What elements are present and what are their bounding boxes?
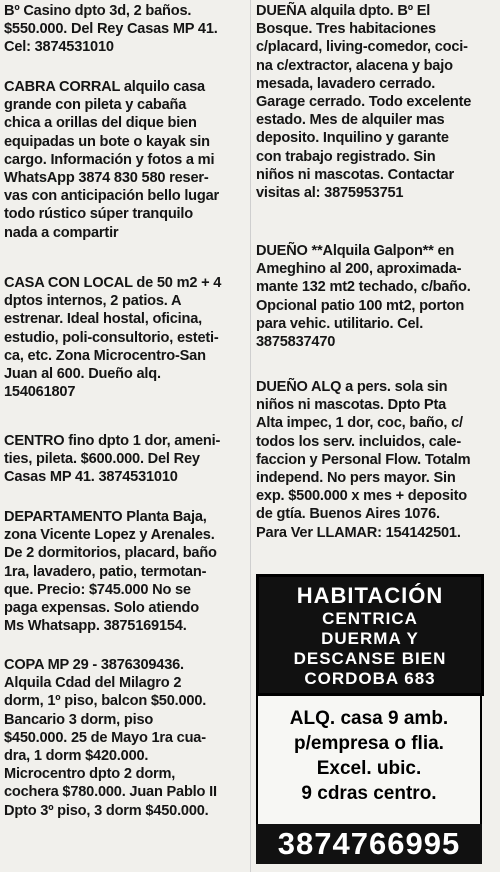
ad-line: Garage cerrado. Todo excelente: [256, 94, 472, 111]
box-line: DUERMA Y: [321, 629, 419, 648]
ad-copa: [4, 656, 246, 820]
ad-line: chica a orillas del dique bien: [4, 115, 197, 132]
ad-line: independ. No pers mayor. Sin: [256, 470, 456, 487]
ad-line: c/placard, living-comedor, coci-: [256, 39, 468, 56]
ad-line: Cel: 3874531010: [4, 39, 114, 56]
ad-line: para vehic. utilitario. Cel.: [256, 315, 424, 332]
ad-line: niños ni mascotas. Dpto Pta: [256, 397, 447, 414]
ad-cabra-corral: [4, 78, 246, 242]
ad-line: nada a compartir: [4, 224, 119, 241]
ad-line: na c/extractor, alacena y bajo: [256, 57, 453, 74]
ad-line: ca, etc. Zona Microcentro-San: [4, 347, 206, 364]
ad-line: De 2 dormitorios, placard, baño: [4, 545, 217, 562]
ad-line: niños ni mascotas. Contactar: [256, 166, 454, 183]
box-phone-number: 3874766995: [256, 824, 482, 864]
ad-dueño-galpon: [256, 242, 496, 351]
ad-line: mante 132 mt2 techado, c/baño.: [256, 279, 471, 296]
ad-line: dorm, 1º piso, balcon $50.000.: [4, 693, 207, 710]
box-line: CORDOBA 683: [304, 669, 436, 688]
ad-line: faccion y Personal Flow. Totalm: [256, 451, 471, 468]
ad-line: CASA CON LOCAL de 50 m2 + 4: [4, 275, 222, 291]
ad-line: $450.000. 25 de Mayo 1ra cua-: [4, 729, 206, 746]
ad-centro: [4, 432, 246, 487]
ad-line: Bº Casino dpto 3d, 2 baños.: [4, 3, 192, 19]
ad-line: WhatsApp 3874 830 580 reser-: [4, 170, 209, 187]
ad-departamento: [4, 508, 246, 635]
ad-line: Bancario 3 dorm, piso: [4, 711, 154, 728]
ad-line: Opcional patio 100 mt2, porton: [256, 297, 465, 314]
box-line: DESCANSE BIEN: [293, 649, 447, 668]
ad-line: Ms Whatsapp. 3875169154.: [4, 618, 187, 635]
ad-line: dra, 1 dorm $420.000.: [4, 748, 149, 765]
ad-line: DUEÑO **Alquila Galpon** en: [256, 243, 455, 259]
ad-line: cargo. Información y fotos a mi: [4, 151, 215, 168]
ad-line: 1ra, lavadero, patio, termotan-: [4, 563, 207, 580]
ad-line: equipadas un bote o kayak sin: [4, 133, 210, 150]
ad-line: con trabajo registrado. Sin: [256, 148, 436, 165]
ad-line: Alquila Cdad del Milagro 2: [4, 675, 182, 692]
box-line: 9 cdras centro.: [301, 783, 437, 804]
ad-line: ties, pileta. $600.000. Del Rey: [4, 451, 200, 468]
ad-line: DUEÑO ALQ a pers. sola sin: [256, 379, 448, 395]
ad-line: CABRA CORRAL alquilo casa: [4, 79, 205, 95]
ad-line: zona Vicente Lopez y Arenales.: [4, 527, 215, 544]
box-title: HABITACIÓN: [296, 583, 444, 608]
ad-line: Ameghino al 200, aproximada-: [256, 261, 462, 278]
ad-line: vas con anticipación bello lugar: [4, 188, 219, 205]
ad-line: Para Ver LLAMAR: 154142501.: [256, 524, 461, 541]
ad-line: estado. Mes de alquiler mas: [256, 112, 445, 129]
box-line: Excel. ubic.: [316, 758, 422, 779]
ad-line: Casas MP 41. 3874531010: [4, 469, 178, 486]
ad-line: 3875837470: [256, 334, 336, 351]
ad-line: deposito. Inquilino y garante: [256, 130, 449, 147]
ad-line: Juan al 600. Dueño alq.: [4, 366, 161, 383]
ad-line: DEPARTAMENTO Planta Baja,: [4, 509, 207, 525]
ad-line: 154061807: [4, 384, 76, 401]
ad-line: paga expensas. Solo atiendo: [4, 600, 199, 617]
ad-line: $550.000. Del Rey Casas MP 41.: [4, 21, 218, 38]
box-line: p/empresa o flia.: [294, 733, 444, 754]
ad-line: estrenar. Ideal hostal, oficina,: [4, 311, 202, 328]
ad-casino: [4, 2, 246, 57]
ad-line: cochera $780.000. Juan Pablo II: [4, 784, 217, 801]
ad-line: estudio, poli-consultorio, esteti-: [4, 329, 219, 346]
ad-dueño-alq: [256, 378, 496, 542]
column-divider: [250, 0, 251, 872]
box-line: ALQ. casa 9 amb.: [289, 708, 449, 729]
ad-casa-con-local: [4, 274, 246, 401]
ad-line: Microcentro dpto 2 dorm,: [4, 766, 176, 783]
ad-box-casa-9-amb: [256, 694, 482, 864]
ad-line: grande con pileta y cabaña: [4, 97, 187, 114]
ad-line: todos los serv. incluidos, cale-: [256, 433, 461, 450]
box-line: CENTRICA: [322, 609, 418, 628]
ad-line: todo rústico súper tranquilo: [4, 206, 193, 223]
ad-line: Bosque. Tres habitaciones: [256, 21, 436, 38]
ad-line: de gtía. Buenos Aires 1076.: [256, 506, 440, 523]
ad-line: Dpto 3º piso, 3 dorm $450.000.: [4, 802, 209, 819]
ad-line: Alta impec, 1 dor, coc, baño, c/: [256, 415, 463, 432]
ad-line: CENTRO fino dpto 1 dor, ameni-: [4, 433, 221, 449]
ad-line: DUEÑA alquila dpto. Bº El: [256, 3, 431, 19]
ad-line: exp. $500.000 x mes + deposito: [256, 488, 467, 505]
ad-line: que. Precio: $745.000 No se: [4, 581, 191, 598]
ad-line: COPA MP 29 - 3876309436.: [4, 657, 184, 673]
ad-line: mesada, lavadero cerrado.: [256, 75, 436, 92]
ad-line: visitas al: 3875953751: [256, 185, 404, 202]
ad-box-habitacion: [256, 574, 484, 696]
ad-line: dptos internos, 2 patios. A: [4, 293, 182, 310]
ad-dueña-bosque: [256, 2, 496, 202]
